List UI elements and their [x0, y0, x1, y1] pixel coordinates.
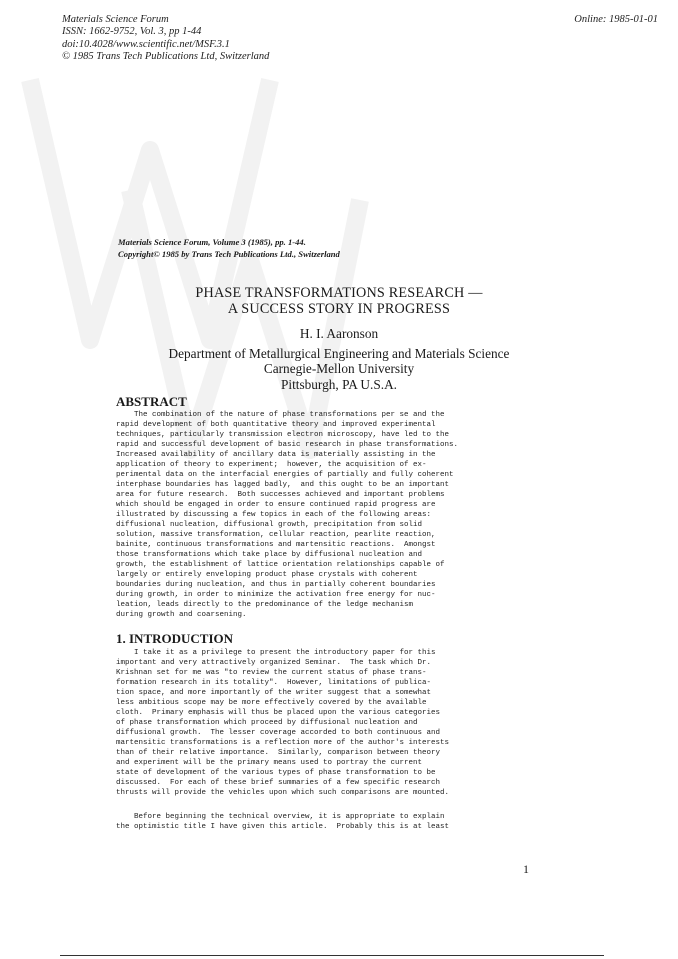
introduction-paragraph-2 [116, 812, 449, 832]
abstract-line: boundaries during nucleation, and thus in partially coherent boundaries [116, 581, 436, 589]
intro-line: martensitic transformations is a reflection more of the author's interests [116, 739, 450, 747]
intro-line: diffusional growth. The lesser coverage accorded to both continuous and [116, 729, 441, 737]
abstract-line: rapid and successful development of basic research in phase transformations. [116, 441, 459, 449]
abstract-line: bainite, continuous transformations and martensitic reactions. Amongst [116, 541, 436, 549]
author-block [0, 326, 678, 392]
subtitle-line: A SUCCESS STORY IN PROGRESS [227, 301, 451, 317]
affiliation-university: Carnegie-Mellon University [263, 361, 415, 377]
intro-line: of phase transformation which proceed by diffusional nucleation and [116, 719, 418, 727]
abstract-line: which should be engaged in order to ensure continued rapid progress are [116, 501, 436, 509]
abstract-line: growth, the establishment of lattice orientation relationships capable of [116, 561, 445, 569]
citation-line: Materials Science Forum, Volume 3 (1985), pp. 1-44. [118, 237, 306, 247]
intro-line: Before beginning the technical overview, it is appropriate to explain [116, 813, 445, 821]
bottom-divider [60, 955, 604, 956]
issn-line: ISSN: 1662-9752, Vol. 3, pp 1-44 [62, 26, 202, 38]
title-line: PHASE TRANSFORMATIONS RESEARCH — [195, 285, 483, 301]
abstract-line: rapid development of both quantitative theory and improved experimental [116, 421, 436, 429]
abstract-body [116, 410, 458, 620]
abstract-line: interphase boundaries has lagged badly, and this ought to be an important [116, 481, 450, 489]
abstract-line: leation, leads directly to the predominance of the ledge mechanism [116, 601, 414, 609]
intro-line: and experiment will be the primary means used to portray the current [116, 759, 423, 767]
intro-line: Krishnan set for me was "to review the current status of phase trans- [116, 669, 427, 677]
abstract-line: area for future research. Both successes achieved and important problems [116, 491, 445, 499]
intro-line: than of their relative importance. Similarly, comparison between theory [116, 749, 441, 757]
intro-line: less ambitious scope may be more effectively covered by the available [116, 699, 427, 707]
journal-header [62, 14, 269, 64]
page-number: 1 [523, 862, 529, 876]
introduction-heading: 1. INTRODUCTION [116, 631, 234, 646]
intro-line: formation research in its totality". However, limitations of publica- [116, 679, 432, 687]
intro-line: discussed. For each of these brief summaries of a few specific research [116, 779, 441, 787]
abstract-line: those transformations which take place by diffusional nucleation and [116, 551, 423, 559]
intro-line: the optimistic title I have given this article. Probably this is at least [116, 823, 450, 831]
affiliation-department: Department of Metallurgical Engineering and Materials Science [168, 345, 510, 361]
citation-block [118, 236, 340, 260]
paper-title [0, 285, 678, 317]
abstract-line: techniques, particularly transmission electron microscopy, have led to the [116, 431, 450, 439]
abstract-line: solution, massive transformation, cellular reaction, pearlite reaction, [116, 531, 436, 539]
affiliation-location: Pittsburgh, PA U.S.A. [280, 376, 398, 392]
introduction-paragraph-1 [116, 648, 449, 798]
copyright-line: © 1985 Trans Tech Publications Ltd, Switzerland [62, 51, 270, 63]
intro-line: cloth. Primary emphasis will thus be placed upon the various categories [116, 709, 441, 717]
abstract-heading: ABSTRACT [116, 394, 187, 409]
citation-copyright: Copyright© 1985 by Trans Tech Publications Ltd., Switzerland [118, 249, 340, 259]
intro-line: I take it as a privilege to present the introductory paper for this [116, 649, 436, 657]
abstract-line: Increased availability of ancillary data is materially assisting in the [116, 451, 436, 459]
intro-line: important and very attractively organized Seminar. The task which Dr. [116, 659, 432, 667]
abstract-line: diffusional nucleation, diffusional growth, precipitation from solid [116, 521, 423, 529]
journal-name: Materials Science Forum [62, 14, 169, 25]
abstract-line: illustrated by discussing a few topics in each of the following areas: [116, 511, 432, 519]
intro-line: tion space, and more importantly of the writer suggest that a somewhat [116, 689, 432, 697]
abstract-line: largely or entirely enveloping product phase crystals with coherent [116, 571, 418, 579]
author-name: H. I. Aaronson [299, 326, 379, 341]
abstract-line: during growth and coarsening. [116, 611, 247, 619]
intro-line: thrusts will provide the vehicles upon which such comparisons are mounted. [116, 789, 450, 797]
doi-line[interactable]: doi:10.4028/www.scientific.net/MSF.3.1 [62, 38, 230, 50]
abstract-line: The combination of the nature of phase transformations per se and the [116, 411, 445, 419]
intro-line: state of development of the various types of phase transformation to be [116, 769, 436, 777]
abstract-line: application of theory to experiment; however, the acquisition of ex- [116, 461, 427, 469]
online-date: Online: 1985-01-01 [574, 14, 658, 25]
abstract-line: during growth, in order to minimize the activation free energy for nuc- [116, 591, 436, 599]
abstract-line: perimental data on the interfacial energies of partially and fully coherent [116, 471, 454, 479]
